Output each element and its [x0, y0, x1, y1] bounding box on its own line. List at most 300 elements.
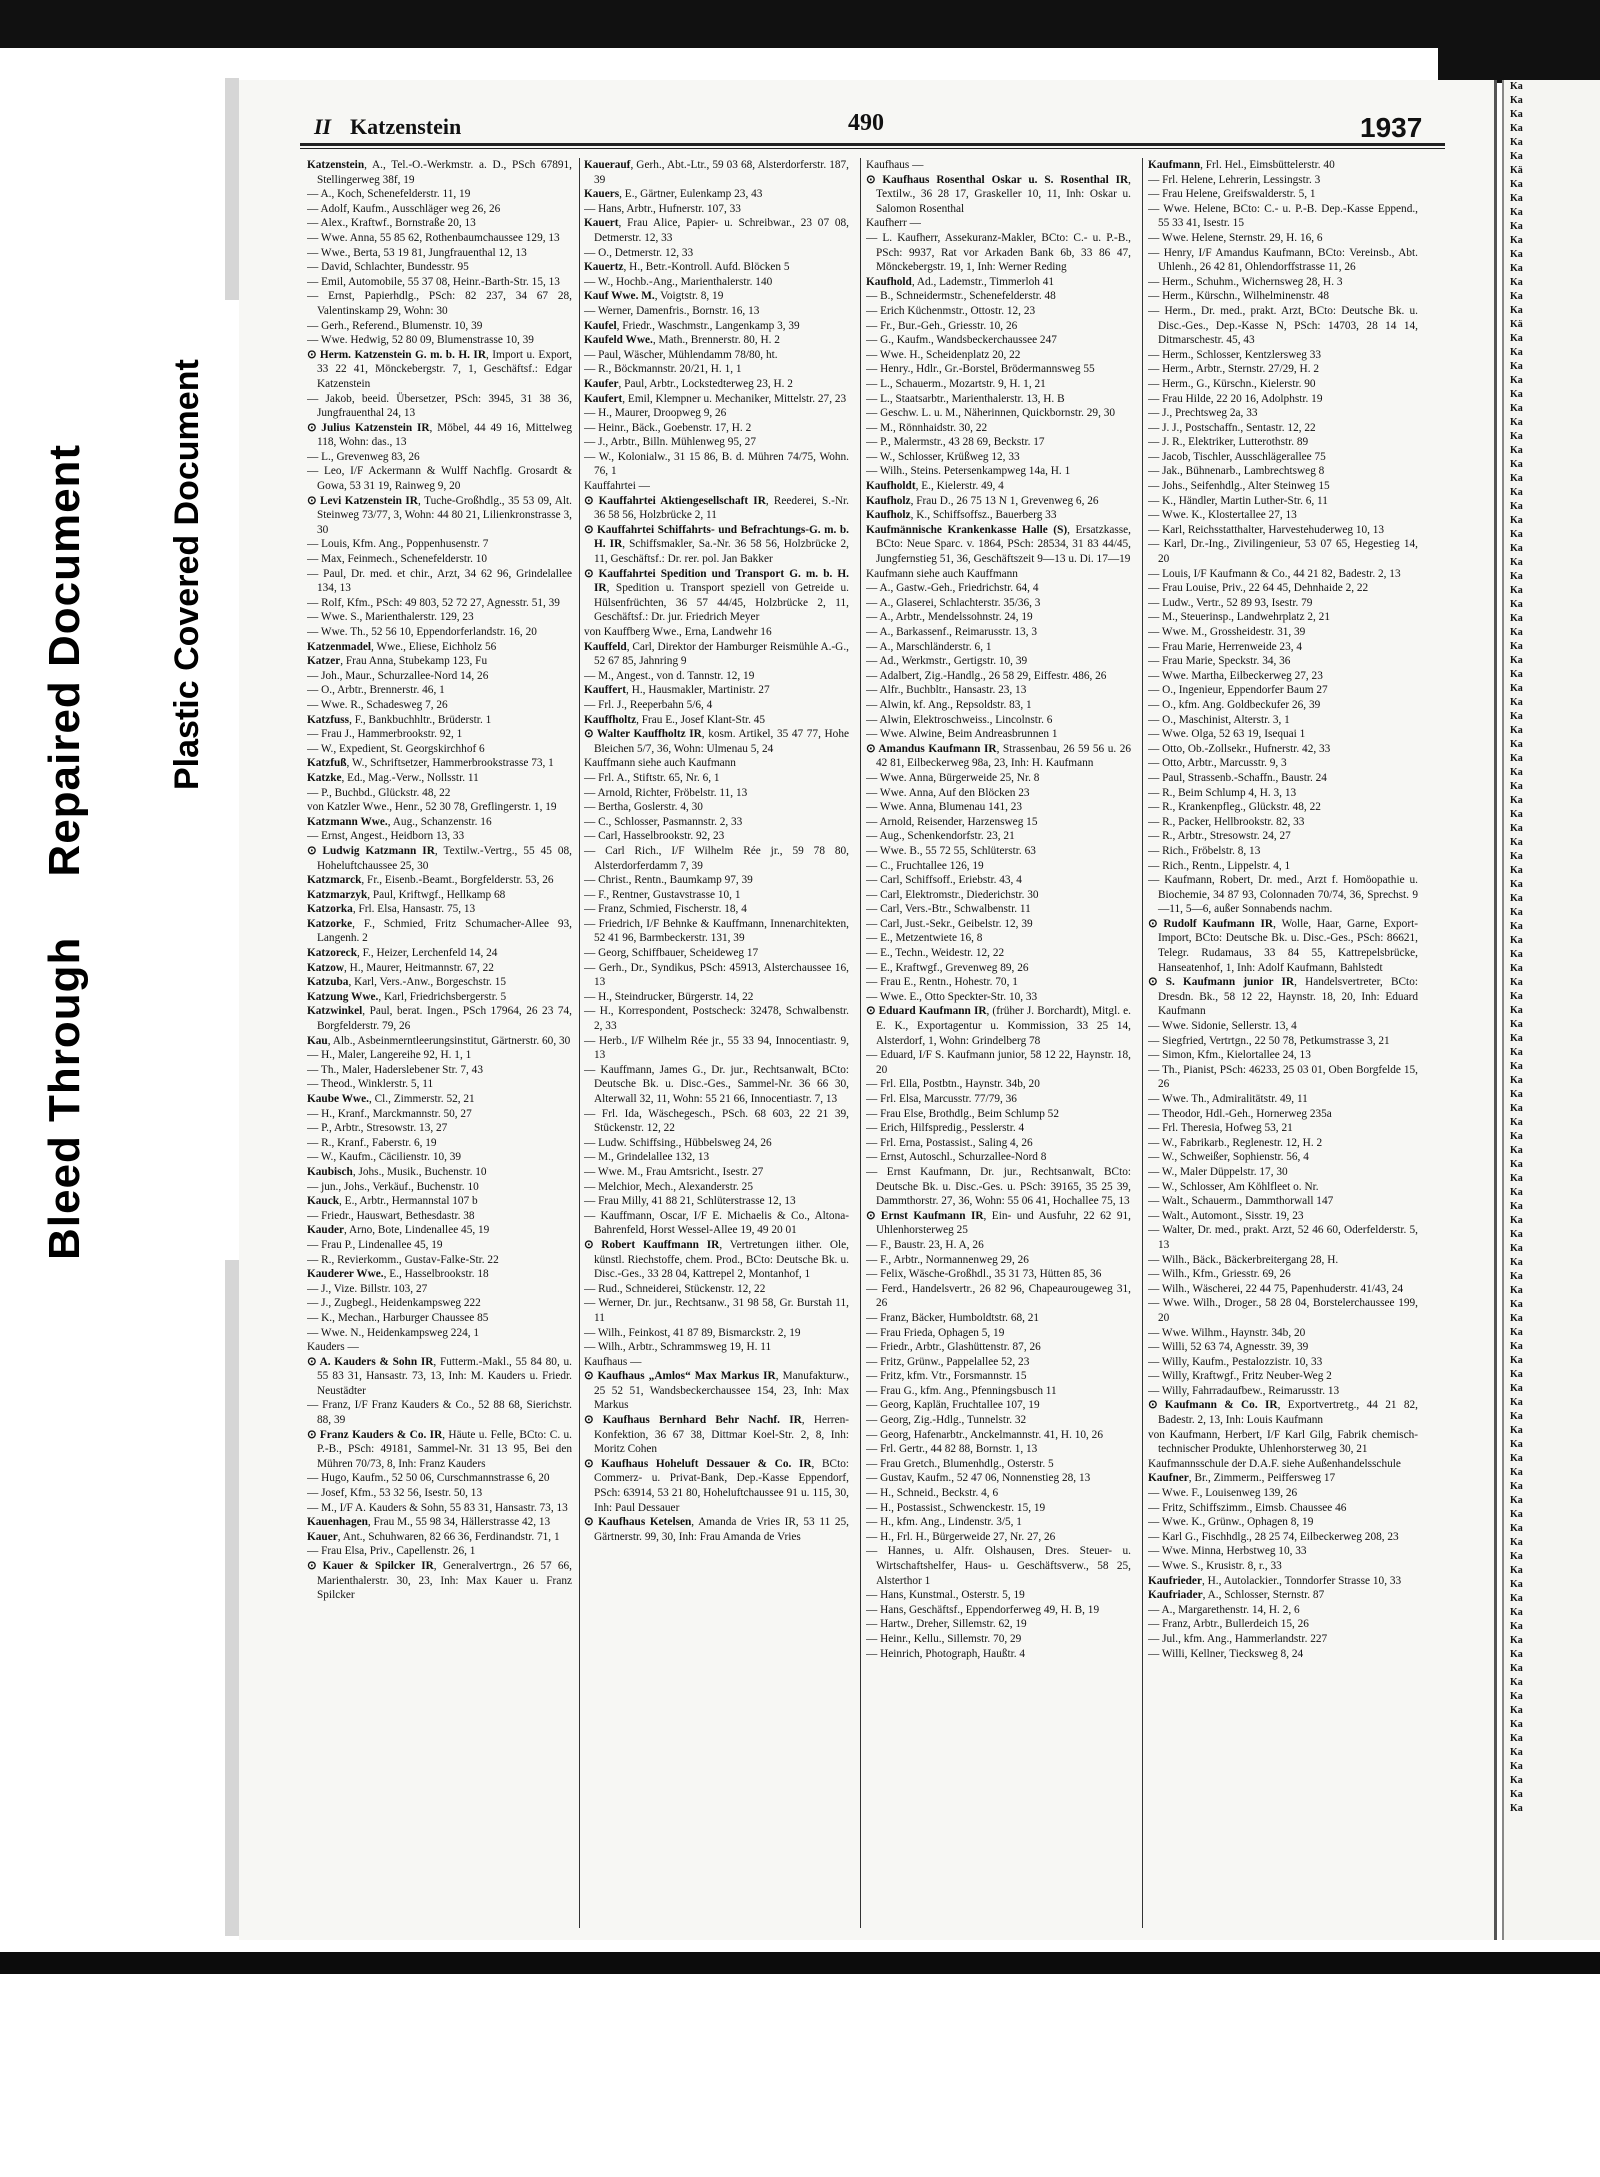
- directory-entry: — Fritz, kfm. Vtr., Forsmannstr. 15: [866, 1370, 1027, 1383]
- next-page-entry: Ka: [1510, 1173, 1523, 1184]
- directory-entry: — Bertha, Goslerstr. 4, 30: [584, 801, 703, 814]
- directory-entry: — Josef, Kfm., 53 32 56, Isestr. 50, 13: [307, 1487, 483, 1500]
- directory-entry: Katzow, H., Maurer, Heitmannstr. 67, 22: [307, 961, 494, 974]
- directory-entry: — Wwe. Olga, 52 63 19, Isequai 1: [1148, 728, 1306, 741]
- directory-entry: — B., Schneidermstr., Schenefelderstr. 48: [866, 290, 1056, 303]
- directory-entry: — M., Steuerinsp., Landwehrplatz 2, 21: [1148, 611, 1330, 624]
- directory-entry: — Wwe. B., 55 72 55, Schlüterstr. 63: [866, 844, 1036, 857]
- directory-entry: — Gustav, Kaufm., 52 47 06, Nonnenstieg 28, 13: [866, 1472, 1091, 1485]
- directory-entry: — Melchior, Mech., Alexanderstr. 25: [584, 1180, 753, 1193]
- directory-entry: — P., Malermstr., 43 28 69, Beckstr. 17: [866, 436, 1045, 449]
- directory-entry: Kaufmann siehe auch Kauffmann: [866, 567, 1018, 580]
- directory-entry: Kaufhaus —: [866, 159, 924, 171]
- directory-entry: ⊙ Kauffahrtei Aktiengesellschaft IR, Reederei, S.-Nr. 36 58 56, Holzbrücke 2, 11: [584, 494, 849, 522]
- directory-entry: Kaufrieder, H., Autolackier., Tonndorfer Strasse 10, 33: [1148, 1574, 1402, 1587]
- next-page-entry: Ka: [1510, 487, 1523, 498]
- directory-entry: — Willy, Fahrradaufbew., Reimarusstr. 13: [1148, 1384, 1340, 1397]
- next-page-entry: Ka: [1510, 543, 1523, 554]
- next-page-entry: Ka: [1510, 1677, 1523, 1688]
- next-page-entry: Ka: [1510, 1509, 1523, 1520]
- directory-entry: — H., Maurer, Droopweg 9, 26: [584, 407, 727, 420]
- directory-entry: — Wwe. K., Grünw., Ophagen 8, 19: [1148, 1516, 1314, 1529]
- directory-entry: — Th., Maler, Haderslebener Str. 7, 43: [307, 1063, 483, 1076]
- directory-entry: Kaufholz, Frau D., 26 75 13 N 1, Grevenweg 6, 26: [866, 494, 1099, 507]
- directory-entry: — W., Kolonialw., 31 15 86, B. d. Mühren 74/75, Wohn. 76, 1: [584, 450, 849, 478]
- next-page-entry: Ka: [1510, 417, 1523, 428]
- next-page-entry: Ka: [1510, 1201, 1523, 1212]
- directory-entry: Kaufholz, K., Schiffsoffsz., Bauerberg 33: [866, 509, 1057, 522]
- directory-entry: — Wwe. Martha, Eilbeckerweg 27, 23: [1148, 669, 1323, 682]
- directory-entry: — E., Metzentwiete 16, 8: [866, 932, 983, 945]
- next-page-entry: Ka: [1510, 207, 1523, 218]
- directory-entry: — Th., Pianist, PSch: 46233, 25 03 01, Oben Borgfelde 15, 26: [1148, 1063, 1418, 1091]
- column-separator: [860, 158, 861, 1928]
- directory-entry: — A., Glaserei, Schlachterstr. 35/36, 3: [866, 596, 1041, 609]
- directory-entry: — Friedr., Arbtr., Glashüttenstr. 87, 26: [866, 1341, 1041, 1354]
- directory-entry: — Wwe. K., Klostertallee 27, 13: [1148, 509, 1297, 522]
- directory-entry: — Rud., Schneiderei, Stückenstr. 12, 22: [584, 1282, 766, 1295]
- directory-entry: — Frau Helene, Greifswalderstr. 5, 1: [1148, 188, 1316, 201]
- directory-entry: — A., Margarethenstr. 14, H. 2, 6: [1148, 1603, 1300, 1616]
- next-page-entry: Ka: [1510, 1551, 1523, 1562]
- directory-entry: Katzmarzyk, Paul, Kriftwgf., Hellkamp 68: [307, 888, 506, 901]
- directory-entry: — Jakob, beeid. Übersetzer, PSch: 3945, 31 38 36, Jungfrauenthal 24, 13: [307, 392, 572, 420]
- next-page-edge: [1502, 80, 1600, 1940]
- directory-entry: — J., Arbtr., Billn. Mühlenweg 95, 27: [584, 436, 756, 449]
- directory-entry: — H., Postassist., Schwenckestr. 15, 19: [866, 1501, 1046, 1514]
- next-page-entry: Ka: [1510, 333, 1523, 344]
- directory-entry: — Wwe. F., Louisenweg 139, 26: [1148, 1487, 1298, 1500]
- directory-entry: — Wilh., Arbtr., Schrammsweg 19, H. 11: [584, 1341, 772, 1354]
- directory-entry: — Frau Marie, Herrenweide 23, 4: [1148, 640, 1303, 653]
- directory-entry: ⊙ Franz Kauders & Co. IR, Häute u. Felle, BCto: C. u. P.-B., PSch: 49181, Sammel-Nr. 31 13 95, Bei den Mühren 70/73, 8, Inh: Franz Kauders: [307, 1428, 572, 1470]
- next-page-entry: Ka: [1510, 1607, 1523, 1618]
- directory-entry: ⊙ Julius Katzenstein IR, Möbel, 44 49 16, Mittelweg 118, Wohn: das., 13: [307, 421, 572, 449]
- next-page-entry: Ka: [1510, 641, 1523, 652]
- directory-entry: — M., Grindelallee 132, 13: [584, 1151, 710, 1164]
- directory-entry: — Alwin, kf. Ang., Repsoldstr. 83, 1: [866, 698, 1032, 711]
- directory-entry: — Ad., Werkmstr., Gertigstr. 10, 39: [866, 655, 1028, 668]
- directory-entry: — Frau Gretch., Blumenhdlg., Osterstr. 5: [866, 1457, 1054, 1470]
- next-page-entry: Ka: [1510, 1481, 1523, 1492]
- next-page-entry: Ka: [1510, 1775, 1523, 1786]
- directory-entry: — Frau Else, Brothdlg., Beim Schlump 52: [866, 1107, 1059, 1120]
- directory-entry: — R., Krankenpfleg., Glückstr. 48, 22: [1148, 801, 1321, 814]
- directory-entry: Kaufmann, Frl. Hel., Eimsbüttelerstr. 40: [1148, 159, 1335, 171]
- next-page-entry: Ka: [1510, 1215, 1523, 1226]
- directory-entry: — A., Arbtr., Mendelssohnstr. 24, 19: [866, 611, 1033, 624]
- directory-entry: — Wilh., Wäscherei, 22 44 75, Papenhuderstr. 41/43, 24: [1148, 1282, 1404, 1295]
- directory-entry: — A., Marschländerstr. 6, 1: [866, 640, 992, 653]
- directory-entry: Kauenhagen, Frau M., 55 98 34, Hällerstrasse 42, 13: [307, 1516, 551, 1529]
- next-page-entry: Ka: [1510, 459, 1523, 470]
- directory-entry: — Wwe. Wilhm., Haynstr. 34b, 20: [1148, 1326, 1306, 1339]
- directory-entry: — Willi, 52 63 74, Agnesstr. 39, 39: [1148, 1341, 1309, 1354]
- directory-entry: — Hans, Geschäftsf., Eppendorferweg 49, H. B, 19: [866, 1603, 1100, 1616]
- directory-entry: — F., Arbtr., Normannenweg 29, 26: [866, 1253, 1029, 1266]
- directory-entry: — R., Arbtr., Stresowstr. 24, 27: [1148, 830, 1291, 843]
- bleed-through-label: Bleed Through: [40, 936, 89, 1260]
- next-page-entry: Ka: [1510, 1439, 1523, 1450]
- next-page-entry: Ka: [1510, 1019, 1523, 1030]
- directory-entry: — Paul, Wäscher, Mühlendamm 78/80, ht.: [584, 348, 778, 361]
- directory-entry: von Katzler Wwe., Henr., 52 30 78, Greflingerstr. 1, 19: [307, 801, 557, 814]
- directory-entry: ⊙ Kauffahrtei Schiffahrts- und Befrachtungs-G. m. b. H. IR, Schiffsmakler, Sa.-Nr. 36 58 56, Holzbrücke 2, 11, Geschäftsf.: Dr. rer. pol. Jan Bakker: [584, 523, 849, 566]
- directory-entry: — Otto, Ob.-Zollsekr., Hufnerstr. 42, 33: [1148, 742, 1331, 755]
- directory-entry: — E., Kraftwgf., Grevenweg 89, 26: [866, 961, 1029, 974]
- directory-entry: — Hans, Arbtr., Hufnerstr. 107, 33: [584, 202, 741, 215]
- directory-entry: — Wwe. E., Otto Speckter-Str. 10, 33: [866, 990, 1038, 1003]
- directory-entry: — Wwe. R., Schadesweg 7, 26: [307, 698, 448, 711]
- directory-entry: — Ernst, Autoschl., Schurzallee-Nord 8: [866, 1151, 1047, 1164]
- directory-entry: — O., Arbtr., Brennerstr. 46, 1: [307, 684, 445, 697]
- directory-entry: — Max, Feinmech., Schenefelderstr. 10: [307, 553, 488, 566]
- directory-entry: — Karl, Dr.-Ing., Zivilingenieur, 53 07 65, Hegestieg 14, 20: [1148, 538, 1418, 566]
- next-page-entry: Ka: [1510, 963, 1523, 974]
- directory-entry: — L. Kaufherr, Assekuranz-Makler, BCto: C.- u. P.-B., PSch: 9937, Rat vor Arkaden Bank 6b, 33 86 47, Mönckebergstr. 19, 1, Inh: Werner Reding: [866, 231, 1131, 274]
- directory-entry: Kauerauf, Gerh., Abt.-Ltr., 59 03 68, Alsterdorferstr. 187, 39: [584, 159, 849, 186]
- next-page-entry: Ka: [1510, 1257, 1523, 1268]
- next-page-entry: Ka: [1510, 753, 1523, 764]
- directory-entry: — O., Maschinist, Alterstr. 3, 1: [1148, 713, 1290, 726]
- directory-entry: — Heinrich, Photograph, Haußtr. 4: [866, 1647, 1026, 1660]
- directory-entry: — Kauffmann, Oscar, I/F E. Michaelis & Co., Altona-Bahrenfeld, Horst Wessel-Allee 19, 49 20 01: [584, 1209, 849, 1237]
- next-page-entry: Ka: [1510, 1243, 1523, 1254]
- next-page-entry: Ka: [1510, 683, 1523, 694]
- directory-entry: — Willi, Kellner, Tiecksweg 8, 24: [1148, 1647, 1304, 1660]
- directory-entry: — Carl, Schiffsoff., Eriebstr. 43, 4: [866, 874, 1022, 887]
- directory-entry: — Fr., Bur.-Geh., Griesstr. 10, 26: [866, 319, 1018, 332]
- directory-entry: — Paul, Strassenb.-Schaffn., Baustr. 24: [1148, 771, 1327, 784]
- directory-entry: — Christ., Rentn., Baumkamp 97, 39: [584, 874, 753, 887]
- next-page-entry: Ka: [1510, 1229, 1523, 1240]
- next-page-entry: Ka: [1510, 1075, 1523, 1086]
- directory-entry: — J., Zugbegl., Heidenkampsweg 222: [307, 1297, 481, 1310]
- directory-entry: — Herm., Arbtr., Sternstr. 27/29, H. 2: [1148, 363, 1320, 376]
- directory-entry: ⊙ Robert Kauffmann IR, Vertretungen iither. Ole, künstl. Riechstoffe, chem. Prod., BCto: Deutsche Bk. u. Disc.-Ges., 33 28 04, Kattrepel 2, Montanhof, 1: [584, 1238, 849, 1281]
- directory-entry: — W., Fabrikarb., Reglenestr. 12, H. 2: [1148, 1136, 1323, 1149]
- directory-entry: — J. R., Elektriker, Lutterothstr. 89: [1148, 436, 1309, 449]
- repaired-document-label: Repaired Document: [40, 443, 89, 877]
- directory-entry: Katzwinkel, Paul, berat. Ingen., PSch 17964, 26 23 74, Borgfelderstr. 79, 26: [307, 1005, 572, 1033]
- directory-entry: ⊙ Amandus Kaufmann IR, Strassenbau, 26 59 56 u. 26 42 81, Eilbeckerweg 98a, 23, Inh: H. Kaufmann: [866, 742, 1131, 770]
- next-page-entry: Ka: [1510, 1649, 1523, 1660]
- column-1: [307, 158, 572, 1928]
- directory-entry: — Otto, Arbtr., Marcusstr. 9, 3: [1148, 757, 1287, 770]
- directory-entry: — Frl. Theresia, Hofweg 53, 21: [1148, 1122, 1293, 1135]
- directory-entry: — Jak., Bühnenarb., Lambrechtsweg 8: [1148, 465, 1325, 478]
- plastic-covered-label: Plastic Covered Document: [168, 359, 206, 790]
- directory-entry: ⊙ Ludwig Katzmann IR, Textilw.-Vertrg., 55 45 08, Hoheluftchaussee 25, 30: [307, 844, 572, 872]
- directory-entry: — Frau Louise, Priv., 22 64 45, Dehnhaide 2, 22: [1148, 582, 1369, 595]
- next-page-entry: Ka: [1510, 263, 1523, 274]
- directory-entry: — Rolf, Kfm., PSch: 49 803, 52 72 27, Agnesstr. 51, 39: [307, 596, 560, 609]
- directory-entry: Kaufel, Friedr., Waschmstr., Langenkamp 3, 39: [584, 319, 800, 332]
- directory-entry: Kauder, Arno, Bote, Lindenallee 45, 19: [307, 1224, 490, 1237]
- directory-entry: — Herm., Kürschn., Wilhelminenstr. 48: [1148, 290, 1330, 303]
- directory-entry: — Frau J., Hammerbrookstr. 92, 1: [307, 728, 463, 741]
- next-page-entry: Ka: [1510, 1635, 1523, 1646]
- directory-entry: — E., Techn., Weidestr. 12, 22: [866, 947, 1005, 960]
- directory-entry: — Wwe. Anna, 55 85 62, Rothenbaumchaussee 129, 13: [307, 231, 560, 244]
- directory-entry: — Wwe. Anna, Auf den Blöcken 23: [866, 786, 1030, 799]
- next-page-entry: Ka: [1510, 1271, 1523, 1282]
- next-page-entry: Ka: [1510, 767, 1523, 778]
- next-page-entry: Ka: [1510, 1523, 1523, 1534]
- directory-entry: Kauers, E., Gärtner, Eulenkamp 23, 43: [584, 188, 763, 201]
- directory-entry: — J. J., Postschaffn., Sentastr. 12, 22: [1148, 421, 1316, 434]
- directory-entry: — W., Schweißer, Sophienstr. 56, 4: [1148, 1151, 1309, 1164]
- directory-entry: — Frl. Ella, Postbtn., Haynstr. 34b, 20: [866, 1078, 1040, 1091]
- next-page-entry: Ka: [1510, 739, 1523, 750]
- next-page-entry: Ka: [1510, 347, 1523, 358]
- next-page-entry: Ka: [1510, 725, 1523, 736]
- next-page-entry: Ka: [1510, 809, 1523, 820]
- year: 1937: [1360, 112, 1423, 143]
- directory-entry: Kaufert, Emil, Klempner u. Mechaniker, Mittelstr. 27, 23: [584, 392, 847, 405]
- directory-entry: Kaufmannsschule der D.A.F. siehe Außenhandelsschule: [1148, 1457, 1401, 1470]
- next-page-entry: Ka: [1510, 781, 1523, 792]
- next-page-entry: Ka: [1510, 1159, 1523, 1170]
- directory-entry: — Herm., G., Kürschn., Kielerstr. 90: [1148, 377, 1316, 390]
- directory-entry: — Willy, Kaufm., Pestalozzistr. 10, 33: [1148, 1355, 1323, 1368]
- next-page-entry: Ka: [1510, 1747, 1523, 1758]
- next-page-entry: Ka: [1510, 1313, 1523, 1324]
- directory-entry: — Walter, Dr. med., prakt. Arzt, 52 46 60, Oderfelderstr. 5, 13: [1148, 1224, 1418, 1251]
- directory-entry: — J., Prechtsweg 2a, 33: [1148, 407, 1258, 420]
- directory-entry: — Eduard, I/F S. Kaufmann junior, 58 12 22, Haynstr. 18, 20: [866, 1049, 1131, 1076]
- column-2: [584, 158, 849, 1928]
- column-separator: [579, 158, 580, 1928]
- directory-entry: — Theodor, Hdl.-Geh., Hornerweg 235a: [1148, 1107, 1332, 1120]
- directory-entry: — O., Detmerstr. 12, 33: [584, 246, 694, 259]
- directory-entry: — Kaufmann, Robert, Dr. med., Arzt f. Homöopathie u. Biochemie, 34 87 93, Colonnaden 70/74, 36, Sprechst. 9—11, 5—6, außer Sonnabends nachm.: [1148, 874, 1418, 916]
- next-page-entry: Ka: [1510, 221, 1523, 232]
- directory-entry: Kaufriader, A., Schlosser, Sternstr. 87: [1148, 1589, 1325, 1602]
- directory-entry: — Geschw. L. u. M., Näherinnen, Quickbornstr. 29, 30: [866, 407, 1116, 420]
- directory-entry: — Wwe. Anna, Blumenau 141, 23: [866, 801, 1023, 814]
- directory-entry: Katzuba, Karl, Vers.-Anw., Borgeschstr. 15: [307, 976, 507, 989]
- next-page-entry: Ka: [1510, 865, 1523, 876]
- directory-entry: — Frl. Erna, Postassist., Saling 4, 26: [866, 1136, 1033, 1149]
- next-page-entry: Ka: [1510, 1579, 1523, 1590]
- directory-entry: — P., Buchbd., Glückstr. 48, 22: [307, 786, 451, 799]
- directory-entry: Kaufhaus —: [584, 1355, 642, 1368]
- next-page-entry: Ka: [1510, 1733, 1523, 1744]
- directory-entry: ⊙ Kaufhaus Rosenthal Oskar u. S. Rosenthal IR, Textilw., 36 28 17, Graskeller 10, 11, Inh: Oskar u. Salomon Rosenthal: [866, 173, 1131, 215]
- next-page-entry: Kä: [1510, 165, 1523, 176]
- directory-entry: — Ferd., Handelsvertr., 26 82 96, Chapeaurougeweg 31, 26: [866, 1282, 1131, 1310]
- directory-entry: — R., Böckmannstr. 20/21, H. 1, 1: [584, 363, 742, 376]
- page-header: [300, 104, 1440, 144]
- directory-entry: — Franz, Arbtr., Bullerdeich 15, 26: [1148, 1618, 1309, 1631]
- directory-entry: — Wwe. M., Grossheidestr. 31, 39: [1148, 626, 1306, 638]
- directory-entry: — Wwe. N., Heidenkampsweg 224, 1: [307, 1326, 480, 1339]
- directory-entry: — K., Händler, Martin Luther-Str. 6, 11: [1148, 494, 1328, 507]
- next-page-entry: Ka: [1510, 851, 1523, 862]
- directory-entry: — Herm., Schlosser, Kentzlersweg 33: [1148, 348, 1322, 361]
- next-page-entry: Ka: [1510, 1411, 1523, 1422]
- next-page-entry: Ka: [1510, 375, 1523, 386]
- directory-entry: — Frau Hilde, 22 20 16, Adolphstr. 19: [1148, 392, 1323, 405]
- directory-entry: — R., Revierkomm., Gustav-Falke-Str. 22: [307, 1253, 499, 1266]
- next-page-entry: Ka: [1510, 1187, 1523, 1198]
- directory-entry: — W., Maler Düppelstr. 17, 30: [1148, 1165, 1288, 1178]
- next-page-entry: Ka: [1510, 361, 1523, 372]
- directory-entry: — Frau P., Lindenallee 45, 19: [307, 1238, 443, 1251]
- directory-entry: — H., Maler, Langereihe 92, H. 1, 1: [307, 1049, 472, 1062]
- next-page-entry: Ka: [1510, 907, 1523, 918]
- directory-entry: — Theod., Winklerstr. 5, 11: [307, 1078, 434, 1091]
- next-page-entry: Ka: [1510, 949, 1523, 960]
- directory-entry: — A., Gastw.-Geh., Friedrichstr. 64, 4: [866, 582, 1039, 595]
- directory-entry: — Fritz, Grünw., Pappelallee 52, 23: [866, 1355, 1030, 1368]
- directory-entry: Kaufholdt, E., Kielerstr. 49, 4: [866, 480, 1004, 493]
- directory-entry: — Ernst, Papierhdlg., PSch: 82 237, 34 67 28, Valentinskamp 29, Wohn: 30: [307, 290, 572, 317]
- directory-entry: Kauertz, H., Betr.-Kontroll. Aufd. Blöcken 5: [584, 261, 790, 274]
- next-page-entry: Ka: [1510, 277, 1523, 288]
- directory-entry: Katzorke, F., Schmied, Fritz Schumacher-Allee 93, Langenh. 2: [307, 917, 572, 945]
- directory-entry: — Wwe. Anna, Bürgerweide 25, Nr. 8: [866, 771, 1040, 784]
- next-page-entry: Ka: [1510, 1397, 1523, 1408]
- directory-entry: — M., Rönnhaidstr. 30, 22: [866, 421, 988, 434]
- scan-bottom-band: [0, 1952, 1600, 1974]
- directory-entry: — Frau Marie, Speckstr. 34, 36: [1148, 655, 1291, 668]
- directory-entry: — L., Staatsarbtr., Marienthalerstr. 13, H. B: [866, 392, 1065, 405]
- directory-entry: — H., kfm. Ang., Lindenstr. 3/5, 1: [866, 1516, 1022, 1529]
- directory-entry: — Leo, I/F Ackermann & Wulff Nachflg. Grosardt & Gowa, 53 31 19, Rainweg 9, 20: [307, 465, 572, 493]
- directory-entry: — C., Schlosser, Pasmannstr. 2, 33: [584, 815, 743, 828]
- directory-entry: ⊙ Kauffahrtei Spedition und Transport G. m. b. H. IR, Spedition u. Transport speziell von Getreide u. Hülsenfrüchten, 36 57 44/45, Holzbrücke 2, 11, Geschäftsf.: Dr. jur. Friedrich Meyer: [584, 567, 849, 624]
- next-page-entry: Ka: [1510, 1047, 1523, 1058]
- directory-entry: — Georg, Kaplän, Fruchtallee 107, 19: [866, 1399, 1040, 1412]
- next-page-entry: Ka: [1510, 1425, 1523, 1436]
- next-page-entry: Ka: [1510, 1565, 1523, 1576]
- directory-entry: — Ernst Kaufmann, Dr. jur., Rechtsanwalt, BCto: Deutsche Bk. u. Disc.-Ges. u. PSch: 39165, 35 25 39, Dammthorstr. 27, 36, Wohn: 55 06 41, Hochallee 75, 13: [866, 1165, 1131, 1208]
- directory-entry: Katzer, Frau Anna, Stubekamp 123, Fu: [307, 655, 488, 668]
- directory-entry: Katzfuß, W., Schriftsetzer, Hammerbrookstrasse 73, 1: [307, 757, 554, 770]
- directory-entry: Kaufherr —: [866, 217, 921, 230]
- next-page-entry: Ka: [1510, 445, 1523, 456]
- next-page-entry: Ka: [1510, 389, 1523, 400]
- next-page-entry: Ka: [1510, 921, 1523, 932]
- directory-entry: — K., Mechan., Harburger Chaussee 85: [307, 1311, 489, 1324]
- directory-entry: — Wwe. Sidonie, Sellerstr. 13, 4: [1148, 1020, 1297, 1033]
- directory-entry: — Felix, Wäsche-Großhdl., 35 31 73, Hütten 85, 36: [866, 1268, 1102, 1281]
- directory-entry: — Willy, Kraftwgf., Fritz Neuber-Weg 2: [1148, 1370, 1332, 1383]
- next-page-entry: Ka: [1510, 697, 1523, 708]
- directory-entry: — R., Beim Schlump 4, H. 3, 13: [1148, 786, 1297, 799]
- next-page-entry: Ka: [1510, 557, 1523, 568]
- directory-entry: ⊙ Eduard Kaufmann IR, (früher J. Borchardt), Mitgl. e. E. K., Exportagentur u. Kommission, 33 25 14, Alsterdorf, 1, Wohn: Grindelberg 78: [866, 1005, 1131, 1047]
- directory-entry: Kau, Alb., Asbeinmerntleerungsinstitut, Gärtnerstr. 60, 30: [307, 1034, 571, 1047]
- next-page-entry: Ka: [1510, 179, 1523, 190]
- next-page-entry: Ka: [1510, 823, 1523, 834]
- directory-entry: — Georg, Hafenarbtr., Anckelmannstr. 41, H. 10, 26: [866, 1428, 1103, 1441]
- directory-entry: Kaufner, Br., Zimmerm., Peiffersweg 17: [1148, 1472, 1336, 1485]
- directory-entry: — Johs., Seifenhdlg., Alter Steinweg 15: [1148, 480, 1330, 493]
- directory-entry: — J., Vize. Billstr. 103, 27: [307, 1282, 428, 1295]
- directory-entry: — Siegfried, Vertrtgn., 22 50 78, Petkumstrasse 3, 21: [1148, 1034, 1390, 1047]
- directory-entry: — Walt., Automont., Sisstr. 19, 23: [1148, 1209, 1304, 1222]
- directory-entry: Katzfuss, F., Bankbuchhltr., Brüderstr. 1: [307, 713, 492, 726]
- next-page-entry: Ka: [1510, 1103, 1523, 1114]
- header-rule: [300, 143, 1445, 146]
- directory-entry: — L., Schauerm., Mozartstr. 9, H. 1, 21: [866, 377, 1046, 390]
- next-page-entry: Ka: [1510, 1005, 1523, 1016]
- directory-entry: von Kauffberg Wwe., Erna, Landwehr 16: [584, 626, 772, 638]
- directory-entry: — Herm., Schuhm., Wichernsweg 28, H. 3: [1148, 275, 1343, 288]
- directory-entry: Kauffahrtei —: [584, 480, 650, 493]
- directory-entry: — C., Fruchtallee 126, 19: [866, 859, 984, 872]
- next-page-entry: Ka: [1510, 1383, 1523, 1394]
- next-page-entry: Ka: [1510, 109, 1523, 120]
- directory-entry: — Frl. Ida, Wäschegesch., PSch. 68 603, 22 21 39, Stückenstr. 12, 22: [584, 1107, 849, 1135]
- next-page-entry: Ka: [1510, 95, 1523, 106]
- next-page-entry: Ka: [1510, 1621, 1523, 1632]
- directory-entry: — Frl. J., Reeperbahn 5/6, 4: [584, 698, 713, 711]
- directory-entry: — Fritz, Schiffszimm., Eimsb. Chaussee 46: [1148, 1501, 1347, 1514]
- next-page-entry: Ka: [1510, 991, 1523, 1002]
- next-page-entry: Ka: [1510, 1537, 1523, 1548]
- directory-entry: — Franz, Bäcker, Humboldtstr. 68, 21: [866, 1311, 1040, 1324]
- header-rule-thin: [300, 148, 1445, 149]
- next-page-entry: Ka: [1510, 795, 1523, 806]
- directory-entry: — W., Hochb.-Ang., Marienthalerstr. 140: [584, 275, 773, 288]
- directory-entry: — Hartw., Dreher, Sillemstr. 62, 19: [866, 1618, 1027, 1631]
- directory-entry: — Friedrich, I/F Behnke & Kauffmann, Innenarchitekten, 52 41 96, Barmbeckerstr. 131, 39: [584, 917, 849, 945]
- directory-entry: Kaufhold, Ad., Lademstr., Timmerloh 41: [866, 275, 1055, 288]
- next-page-entry: Ka: [1510, 1131, 1523, 1142]
- directory-entry: — Franz, Schmied, Fischerstr. 18, 4: [584, 903, 747, 916]
- directory-entry: — Wwe. Hedwig, 52 80 09, Blumenstrasse 10, 39: [307, 334, 534, 347]
- directory-entry: Katzke, Ed., Mag.-Verw., Nollsstr. 11: [307, 771, 479, 784]
- directory-entry: — Wwe. Minna, Herbstweg 10, 33: [1148, 1545, 1307, 1558]
- directory-entry: — Louis, Kfm. Ang., Poppenhusenstr. 7: [307, 538, 489, 551]
- directory-entry: — Erich Küchenmstr., Ottostr. 12, 23: [866, 304, 1036, 317]
- directory-entry: — Ernst, Angest., Heidborn 13, 33: [307, 830, 465, 843]
- directory-entry: — L., Grevenweg 83, 26: [307, 450, 420, 463]
- directory-entry: ⊙ Rudolf Kaufmann IR, Wolle, Haar, Garne, Export-Import, BCto: Deutsche Bk. u. Disc.-Ges., PSch: 86621, Telegr. Rudamaus, 33 84 55, Kattrepelsbrücke, Hanseatenhof, 1, Inh: Adolf Kaufmann, Bahlstedt: [1148, 917, 1418, 974]
- next-page-entry: Kä: [1510, 319, 1523, 330]
- directory-entry: — Herm., Dr. med., prakt. Arzt, BCto: Deutsche Bk. u. Disc.-Ges., Dep.-Kasse N, PSch: 14703, 28 14 14, Ditmarschestr. 45, 43: [1148, 304, 1418, 347]
- directory-entry: Kauffert, H., Hausmakler, Martinistr. 27: [584, 684, 770, 697]
- directory-entry: — Frau E., Rentn., Hohestr. 70, 1: [866, 976, 1018, 989]
- directory-entry: — Ludw., Vertr., 52 89 93, Isestr. 79: [1148, 596, 1313, 609]
- directory-entry: — Wwe. Alwine, Beim Andreasbrunnen 1: [866, 728, 1058, 741]
- directory-entry: Kauders —: [307, 1341, 359, 1354]
- directory-entry: — O., kfm. Ang. Goldbeckufer 26, 39: [1148, 698, 1321, 711]
- next-page-entry: Ka: [1510, 1719, 1523, 1730]
- directory-entry: — Frl. Helene, Lehrerin, Lessingstr. 3: [1148, 173, 1321, 186]
- directory-entry: — Karl G., Fischhdlg., 28 25 74, Eilbeckerweg 208, 23: [1148, 1530, 1399, 1543]
- directory-entry: — Carl Rich., I/F Wilhelm Rée jr., 59 78 80, Alsterdorferdamm 7, 39: [584, 844, 849, 872]
- directory-entry: Kaufer, Paul, Arbtr., Lockstedterweg 23, H. 2: [584, 377, 793, 390]
- directory-entry: — David, Schlachter, Bundesstr. 95: [307, 261, 469, 274]
- directory-entry: — R., Packer, Hellbrookstr. 82, 33: [1148, 815, 1305, 828]
- next-page-entry: Ka: [1510, 235, 1523, 246]
- directory-entry: — Henry., Hdlr., Gr.-Borstel, Brödermannsweg 55: [866, 363, 1095, 376]
- directory-entry: — Franz, I/F Franz Kauders & Co., 52 88 68, Sierichstr. 88, 39: [307, 1399, 572, 1427]
- directory-entry: — H., Steindrucker, Bürgerstr. 14, 22: [584, 990, 754, 1003]
- directory-entry: — Carl, Just.-Sekr., Geibelstr. 12, 39: [866, 917, 1033, 930]
- next-page-entry: Ka: [1510, 879, 1523, 890]
- directory-entry: von Kaufmann, Herbert, I/F Karl Gilg, Fabrik chemisch-technischer Produkte, Uhlenhorsterweg 30, 21: [1148, 1428, 1418, 1456]
- directory-entry: ⊙ Kaufhaus Hoheluft Dessauer & Co. IR, BCto: Commerz- u. Privat-Bank, Dep.-Kasse Eppendorf, PSch: 63914, 53 21 80, Hoheluftchaussee 91 u. 115, 30, Inh: Paul Dessauer: [584, 1457, 849, 1514]
- directory-entry: ⊙ Levi Katzenstein IR, Tuche-Großhdlg., 35 53 09, Alt. Steinweg 73/77, 3, Wohn: 44 80 21, Lilienkronstrasse 3, 30: [307, 494, 572, 536]
- next-page-entry: Ka: [1510, 627, 1523, 638]
- next-page-entry: Ka: [1510, 1761, 1523, 1772]
